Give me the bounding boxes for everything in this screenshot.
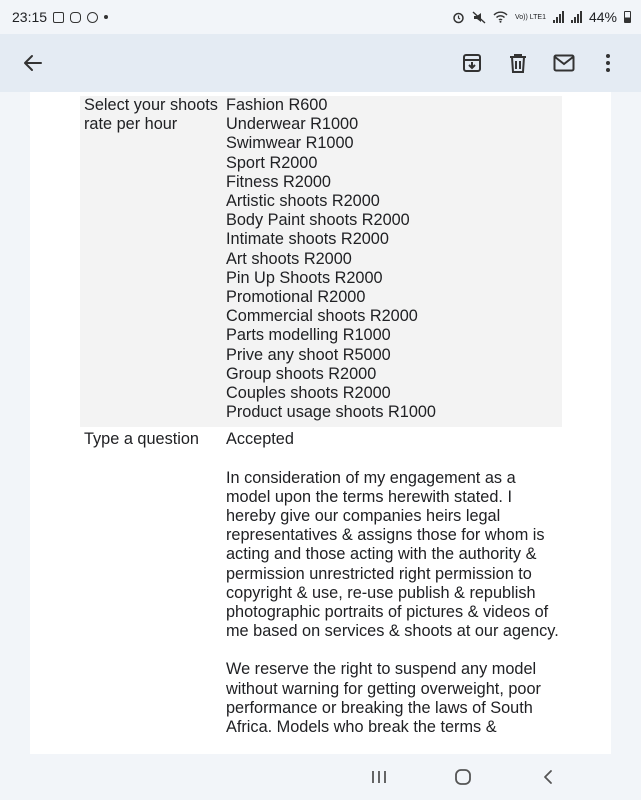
system-back-button[interactable]	[533, 764, 563, 790]
wifi-icon	[493, 11, 508, 23]
rate-option: Underwear R1000	[226, 115, 359, 134]
rate-option: Artistic shoots R2000	[226, 192, 380, 211]
recent-apps-button[interactable]	[364, 764, 394, 790]
status-time: 23:15	[12, 9, 48, 25]
answer-paragraph-2: We reserve the right to suspend any model without warning for getting overweight, poor performance or breaking the laws of South Africa. Models who break the terms &	[226, 660, 541, 737]
answer-status: Accepted	[226, 430, 294, 449]
signal-1-icon	[553, 11, 564, 23]
question-label: Type a question	[84, 430, 199, 449]
rate-option: Promotional R2000	[226, 288, 366, 307]
rate-option: Body Paint shoots R2000	[226, 211, 410, 230]
rate-option: Sport R2000	[226, 153, 318, 172]
form-response-table	[80, 96, 562, 754]
rate-option: Couples shoots R2000	[226, 384, 391, 403]
recent-apps-icon	[371, 770, 387, 784]
instagram-notification-icon	[70, 12, 81, 23]
alarm-icon	[452, 11, 465, 24]
status-right	[452, 9, 631, 25]
question-answer	[222, 430, 562, 754]
more-notifications-icon	[104, 15, 108, 19]
email-body	[30, 92, 611, 754]
back-arrow-icon	[23, 53, 43, 73]
more-options-button[interactable]	[588, 43, 628, 83]
rate-option: Parts modelling R1000	[226, 326, 391, 345]
rate-option: Fashion R600	[226, 96, 328, 114]
back-button[interactable]	[13, 43, 53, 83]
status-left	[12, 9, 108, 25]
battery-icon	[624, 11, 631, 23]
rate-options	[222, 96, 562, 422]
gallery-notification-icon	[53, 12, 64, 23]
navigation-bar	[0, 754, 641, 800]
rate-option: Fitness R2000	[226, 172, 331, 191]
rate-option: Prive any shoot R5000	[226, 345, 391, 364]
delete-icon	[509, 53, 527, 73]
mute-icon	[472, 11, 486, 24]
answer-paragraph-1: In consideration of my engagement as a model upon the terms herewith stated. I hereby give our companies heirs legal representatives & assigns those for whom is acting and those acting with the authority & permission unrestricted right permission to copyright & use, re-use publish & republish photographic portraits of pictures & videos of me based on services & shoots at our agency.	[226, 468, 559, 641]
rate-option: Group shoots R2000	[226, 364, 377, 383]
archive-button[interactable]	[452, 43, 492, 83]
table-row-question	[80, 427, 562, 754]
home-icon	[454, 768, 472, 786]
rate-option: Art shoots R2000	[226, 249, 352, 268]
rate-option: Commercial shoots R2000	[226, 307, 418, 326]
rate-option: Product usage shoots R1000	[226, 403, 436, 422]
delete-button[interactable]	[498, 43, 538, 83]
status-bar	[0, 0, 641, 34]
home-button[interactable]	[448, 764, 478, 790]
rate-option: Pin Up Shoots R2000	[226, 268, 383, 287]
volte-label: Vo)) LTE1	[514, 13, 546, 21]
archive-icon	[462, 53, 482, 73]
app-bar	[0, 34, 641, 92]
battery-percent: 44%	[588, 9, 617, 25]
back-icon	[542, 769, 554, 785]
rate-option: Swimwear R1000	[226, 134, 354, 153]
table-row-rate	[80, 96, 562, 427]
signal-2-icon	[571, 11, 582, 23]
mark-unread-button[interactable]	[544, 43, 584, 83]
more-vert-icon	[605, 53, 611, 73]
app-notification-icon	[87, 12, 98, 23]
rate-label: Select your shoots rate per hour	[84, 96, 218, 134]
mark-unread-icon	[553, 54, 575, 72]
rate-option: Intimate shoots R2000	[226, 230, 389, 249]
